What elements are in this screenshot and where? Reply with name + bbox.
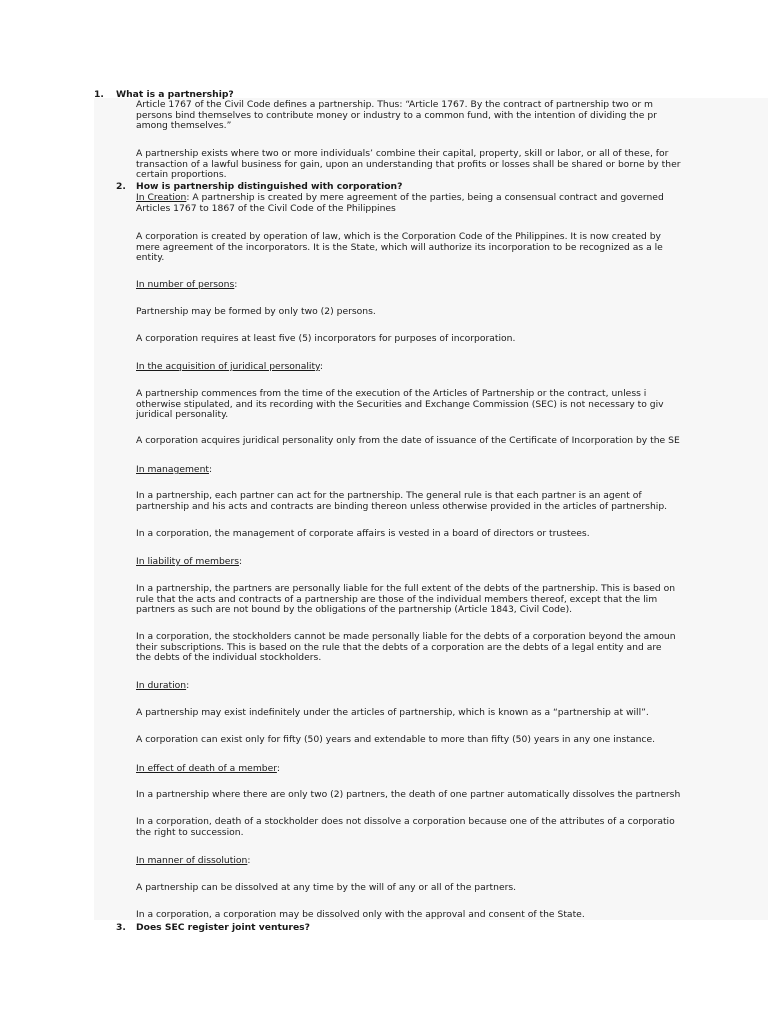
- duration-partnership: A partnership may exist indefinitely under the articles of partnership, which is known as a “partnership at will”.: [136, 708, 649, 718]
- heading-management: In management:: [136, 464, 213, 475]
- question-1-number: 1.: [94, 89, 104, 100]
- persons-partnership: Partnership may be formed by only two (2) persons.: [136, 307, 376, 317]
- liability-corporation: In a corporation, the stockholders cannot be made personally liable for the debts of a corporation beyond the amoun their subscriptions. This is based on the rule that the debts of a corporation are the debts of a legal entity and are the debts of the individual stockholders.: [136, 632, 676, 664]
- persons-corporation: A corporation requires at least five (5) incorporators for purposes of incorporation.: [136, 334, 516, 344]
- death-corporation: In a corporation, death of a stockholder does not dissolve a corporation because one of the attributes of a corporatio the right to succession.: [136, 817, 675, 838]
- creation-paragraph: In Creation: A partnership is created by mere agreement of the parties, being a consensual contract and governed Articles 1767 to 1867 of the Civil Code of the Philippines: [136, 193, 664, 214]
- heading-dissolution: In manner of dissolution:: [136, 855, 251, 866]
- liability-partnership: In a partnership, the partners are personally liable for the full extent of the debts of the partnership. This is based on rule that the acts and contracts of a partnership are those of the individual members thereof, except that the lim partners as such are not bound by the obligations of the partnership (Article 1843, Civil Code).: [136, 584, 676, 616]
- creation-corp-paragraph: A corporation is created by operation of law, which is the Corporation Code of the Philippines. It is now created by mere agreement of the incorporators. It is the State, which will authorize its incorporation to be recognized as a le entity.: [136, 232, 663, 264]
- question-2-title: How is partnership distinguished with corporation?: [136, 181, 403, 192]
- management-corporation: In a corporation, the management of corporate affairs is vested in a board of directors or trustees.: [136, 529, 590, 539]
- heading-number-of-persons: In number of persons:: [136, 279, 238, 290]
- dissolution-corporation: In a corporation, a corporation may be dissolved only with the approval and consent of the State.: [136, 910, 585, 920]
- death-partnership: In a partnership where there are only two (2) partners, the death of one partner automatically dissolves the partnersh: [136, 790, 681, 800]
- management-partnership: In a partnership, each partner can act for the partnership. The general rule is that each partner is an agent of partnership and his acts and contracts are binding thereon unless otherwise provided in the articles of partnership.: [136, 491, 668, 512]
- heading-death-of-member: In effect of death of a member:: [136, 763, 280, 774]
- heading-liability: In liability of members:: [136, 556, 243, 567]
- q1-paragraph-1: Article 1767 of the Civil Code defines a partnership. Thus: “Article 1767. By the contract of partnership two or m persons bind themselves to contribute money or industry to a common fund, with the intention of dividing the pr among themselves.”: [136, 100, 657, 132]
- juridical-corporation: A corporation acquires juridical personality only from the date of issuance of the Certificate of Incorporation by the SE: [136, 436, 680, 446]
- in-creation-heading: In Creation: [136, 193, 187, 203]
- question-1-title: What is a partnership?: [116, 89, 234, 100]
- juridical-partnership: A partnership commences from the time of the execution of the Articles of Partnership or the contract, unless i otherwise stipulated, and its recording with the Securities and Exchange Commission (SEC) is not necessary to giv juridical personality.: [136, 389, 664, 421]
- q1-paragraph-2: A partnership exists where two or more individuals’ combine their capital, property, skill or labor, or all of these, for transaction of a lawful business for gain, upon an understanding that profits or losses shall be shared or borne by ther certain proportions.: [136, 149, 681, 181]
- question-2-number: 2.: [116, 181, 126, 192]
- duration-corporation: A corporation can exist only for fifty (50) years and extendable to more than fifty (50) years in any one instance.: [136, 735, 656, 745]
- question-3-number: 3.: [116, 922, 126, 933]
- question-3-title: Does SEC register joint ventures?: [136, 922, 310, 933]
- heading-duration: In duration:: [136, 680, 190, 691]
- heading-juridical-personality: In the acquisition of juridical personality:: [136, 361, 323, 372]
- dissolution-partnership: A partnership can be dissolved at any time by the will of any or all of the partners.: [136, 883, 517, 893]
